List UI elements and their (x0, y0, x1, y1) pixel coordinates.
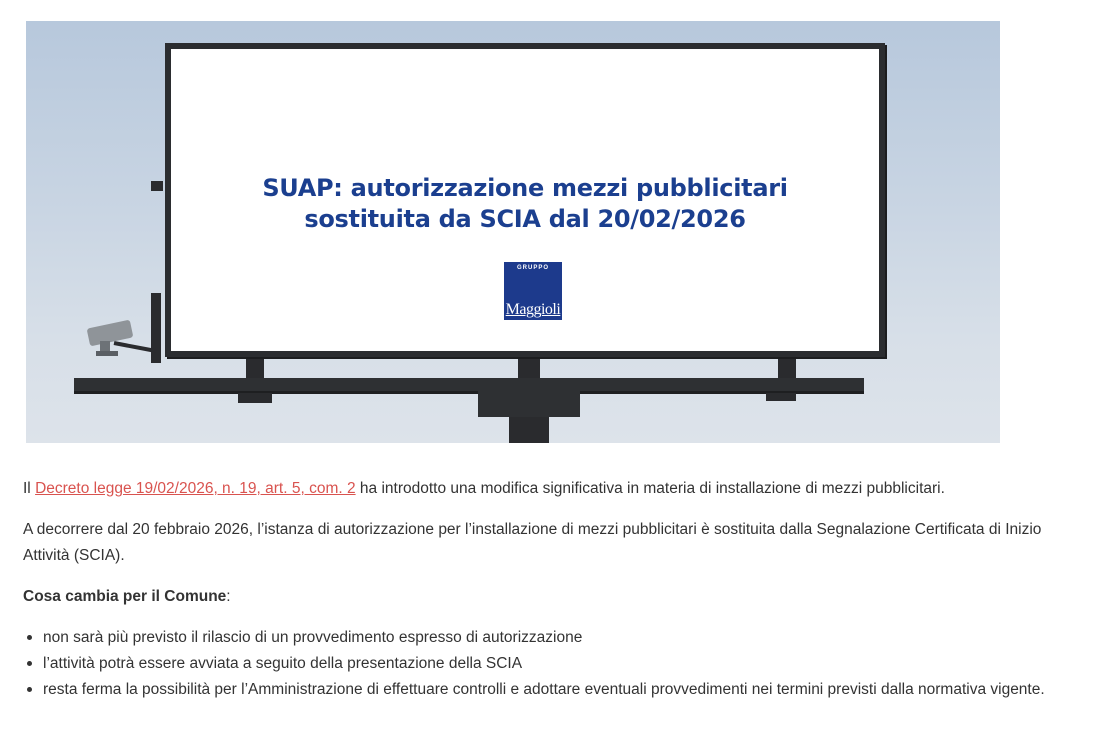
billboard-title-line1: SUAP: autorizzazione mezzi pubblicitari (262, 174, 788, 202)
list-item: non sarà più previsto il rilascio di un provvedimento espresso di autorizzazione (43, 625, 1083, 651)
decree-link[interactable]: Decreto legge 19/02/2026, n. 19, art. 5, com. 2 (35, 480, 356, 497)
list-item: l’attività potrà essere avviata a seguito della presentazione della SCIA (43, 651, 1083, 677)
logo-group-label: GRUPPO (516, 265, 549, 271)
intro-suffix: ha introdotto una modifica significativa in materia di installazione di mezzi pubblicitari. (355, 480, 945, 497)
changes-heading: Cosa cambia per il Comune (23, 588, 227, 605)
paragraph-intro (23, 476, 1083, 502)
paragraph-changes-heading (23, 584, 1083, 610)
billboard-title-line2: sostituita da SCIA dal 20/02/2026 (304, 205, 746, 233)
maggioli-logo (504, 262, 562, 320)
hero-image-billboard (26, 21, 1000, 443)
article-body (23, 476, 1083, 703)
billboard-title (171, 173, 879, 235)
changes-colon: : (226, 588, 231, 605)
changes-list (23, 625, 1083, 703)
billboard-panel (165, 43, 885, 357)
list-item: resta ferma la possibilità per l’Amministrazione di effettuare controlli e adottare eventuali provvedimenti nei termini previsti dalla normativa vigente. (43, 677, 1083, 703)
logo-name: Maggioli (505, 301, 561, 318)
paragraph-scia: A decorrere dal 20 febbraio 2026, l’istanza di autorizzazione per l’installazione di mezzi pubblicitari è sostituita dalla Segnalazione Certificata di Inizio Attività (SCIA). (23, 521, 1042, 564)
intro-prefix: Il (23, 480, 36, 497)
